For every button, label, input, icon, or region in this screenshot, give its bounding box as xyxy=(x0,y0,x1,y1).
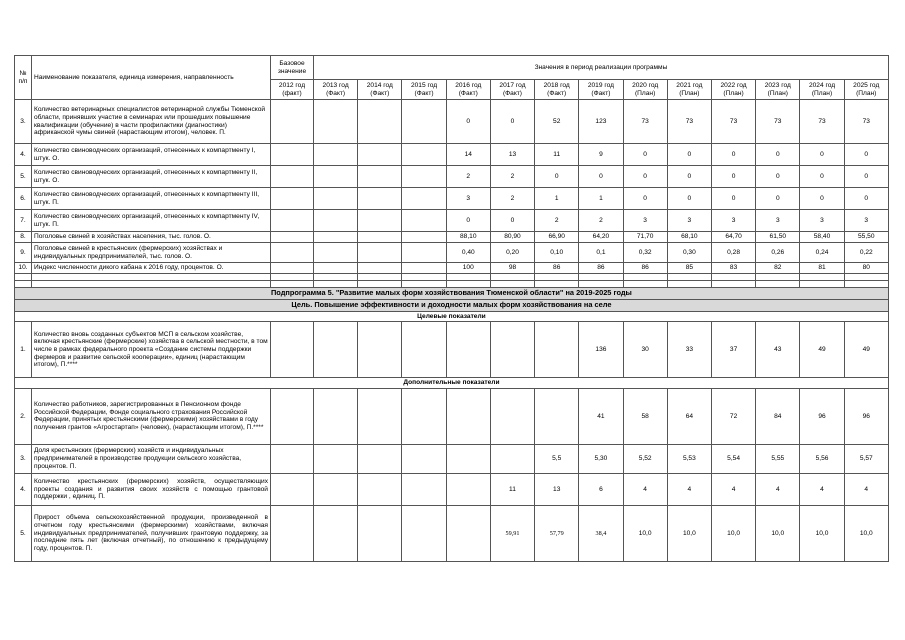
value-cell xyxy=(490,444,534,473)
value-cell xyxy=(271,100,314,144)
value-cell: 5,30 xyxy=(579,444,623,473)
value-cell: 64 xyxy=(667,388,711,444)
indicator-name: Количество крестьянских (фермерских) хозяйств, осуществляющих проекты создания и развития своих хозяйств с помощью грантовой поддержки , единиц. П. xyxy=(32,473,271,505)
subprogram-title-row xyxy=(15,288,905,300)
value-cell xyxy=(271,166,314,188)
value-cell xyxy=(314,210,358,232)
value-cell xyxy=(358,444,402,473)
goal-title: Цель. Повышение эффективности и доходности малых форм хозяйствования на селе xyxy=(15,299,889,311)
empty-cell xyxy=(15,281,32,288)
value-cell: 1 xyxy=(579,188,623,210)
header-year: 2024 год (План) xyxy=(800,80,844,100)
value-cell: 37 xyxy=(711,322,755,378)
empty-cell xyxy=(800,274,844,281)
value-cell xyxy=(402,166,446,188)
value-cell xyxy=(314,388,358,444)
value-cell: 10,0 xyxy=(800,505,844,561)
table-row xyxy=(15,188,905,210)
header-year: 2018 год (Факт) xyxy=(535,80,579,100)
value-cell xyxy=(358,473,402,505)
value-cell: 10,0 xyxy=(756,505,800,561)
value-cell xyxy=(402,210,446,232)
header-year: 2014 год (Факт) xyxy=(358,80,402,100)
value-cell xyxy=(490,388,534,444)
value-cell: 0 xyxy=(844,188,888,210)
empty-cell xyxy=(32,274,271,281)
value-cell xyxy=(490,322,534,378)
value-cell: 0 xyxy=(800,188,844,210)
empty-cell xyxy=(490,274,534,281)
indicator-name: Индекс численности дикого кабана к 2016 году, процентов. О. xyxy=(32,263,271,274)
value-cell xyxy=(402,100,446,144)
value-cell xyxy=(271,243,314,263)
value-cell xyxy=(271,232,314,243)
header-year: 2022 год (План) xyxy=(711,80,755,100)
value-cell: 88,10 xyxy=(446,232,490,243)
empty-cell xyxy=(579,274,623,281)
value-cell: 10,0 xyxy=(623,505,667,561)
value-cell: 86 xyxy=(535,263,579,274)
value-cell: 5,5 xyxy=(535,444,579,473)
value-cell xyxy=(402,263,446,274)
value-cell: 38,4 xyxy=(579,505,623,561)
header-year: 2019 год (Факт) xyxy=(579,80,623,100)
value-cell: 0 xyxy=(535,166,579,188)
value-cell: 73 xyxy=(711,100,755,144)
value-cell: 0,40 xyxy=(446,243,490,263)
value-cell: 0,28 xyxy=(711,243,755,263)
value-cell xyxy=(402,232,446,243)
value-cell: 9 xyxy=(579,144,623,166)
empty-cell xyxy=(358,281,402,288)
empty-cell xyxy=(711,281,755,288)
value-cell: 64,70 xyxy=(711,232,755,243)
goal-title-row xyxy=(15,299,905,311)
value-cell xyxy=(446,473,490,505)
value-cell xyxy=(271,144,314,166)
value-cell: 0,30 xyxy=(667,243,711,263)
value-cell: 2 xyxy=(535,210,579,232)
value-cell: 0 xyxy=(800,144,844,166)
empty-cell xyxy=(446,274,490,281)
value-cell: 3 xyxy=(667,210,711,232)
value-cell xyxy=(314,444,358,473)
value-cell xyxy=(271,210,314,232)
value-cell: 0 xyxy=(446,210,490,232)
value-cell xyxy=(358,100,402,144)
value-cell: 61,50 xyxy=(756,232,800,243)
empty-cell xyxy=(667,274,711,281)
value-cell: 4 xyxy=(800,473,844,505)
value-cell: 80 xyxy=(844,263,888,274)
indicator-name: Количество свиноводческих организаций, отнесенных к компартменту III, штук. П. xyxy=(32,188,271,210)
value-cell: 5,56 xyxy=(800,444,844,473)
value-cell xyxy=(402,444,446,473)
value-cell: 59,91 xyxy=(490,505,534,561)
value-cell xyxy=(358,210,402,232)
indicator-name: Количество свиноводческих организаций, отнесенных к компартменту II, штук. О. xyxy=(32,166,271,188)
value-cell: 0,32 xyxy=(623,243,667,263)
value-cell xyxy=(271,188,314,210)
value-cell: 0 xyxy=(490,100,534,144)
empty-cell xyxy=(623,274,667,281)
value-cell: 3 xyxy=(623,210,667,232)
value-cell: 86 xyxy=(579,263,623,274)
value-cell xyxy=(271,473,314,505)
value-cell: 0 xyxy=(711,166,755,188)
value-cell: 68,10 xyxy=(667,232,711,243)
empty-cell xyxy=(800,281,844,288)
value-cell: 0,20 xyxy=(490,243,534,263)
extra-section-title-row xyxy=(15,378,905,389)
table-row xyxy=(15,166,905,188)
table-row xyxy=(15,144,905,166)
value-cell xyxy=(446,444,490,473)
header-year: 2020 год (План) xyxy=(623,80,667,100)
value-cell: 1 xyxy=(535,188,579,210)
value-cell xyxy=(358,188,402,210)
row-number: 6. xyxy=(15,188,32,210)
empty-cell xyxy=(711,274,755,281)
value-cell: 2 xyxy=(446,166,490,188)
empty-cell xyxy=(446,281,490,288)
value-cell xyxy=(535,322,579,378)
empty-cell xyxy=(844,281,888,288)
value-cell: 72 xyxy=(711,388,755,444)
indicator-name: Количество свиноводческих организаций, отнесенных к компартменту I, штук. О. xyxy=(32,144,271,166)
value-cell: 55,50 xyxy=(844,232,888,243)
value-cell: 136 xyxy=(579,322,623,378)
value-cell: 57,79 xyxy=(535,505,579,561)
indicators-table xyxy=(14,55,905,562)
value-cell: 0 xyxy=(446,100,490,144)
table-row xyxy=(15,505,905,561)
indicator-name: Количество ветеринарных специалистов ветеринарной службы Тюменской области, принявших участие в семинарах или прошедших повышение квалификации (обучение) в части профилактики (диагностики) африканской чумы свиней (нарастающим итогом), человек. П. xyxy=(32,100,271,144)
indicator-name: Количество вновь созданных субъектов МСП в сельском хозяйстве, включая крестьянские (фермерские) хозяйства в сельской местности, в том числе в рамках федерального проекта «Создание системы поддержки фермеров и развитие сельской кооперации», единиц (нарастающим итогом), П.**** xyxy=(32,322,271,378)
value-cell: 0 xyxy=(667,144,711,166)
empty-cell xyxy=(32,281,271,288)
value-cell xyxy=(358,232,402,243)
indicator-name: Доля крестьянских (фермерских) хозяйств и индивидуальных предпринимателей в производстве продукции сельского хозяйства, процентов. П. xyxy=(32,444,271,473)
value-cell xyxy=(314,232,358,243)
target-section-title: Целевые показатели xyxy=(15,311,889,322)
table-row xyxy=(15,100,905,144)
row-number: 3. xyxy=(15,444,32,473)
empty-cell xyxy=(756,274,800,281)
value-cell: 0 xyxy=(711,144,755,166)
value-cell: 0,10 xyxy=(535,243,579,263)
subprogram-title: Подпрограмма 5. "Развитие малых форм хозяйствования Тюменской области" на 2019-2025 годы xyxy=(15,288,889,300)
empty-cell xyxy=(15,274,32,281)
table-row xyxy=(15,243,905,263)
value-cell: 100 xyxy=(446,263,490,274)
value-cell: 3 xyxy=(446,188,490,210)
empty-cell xyxy=(314,281,358,288)
empty-cell xyxy=(535,274,579,281)
empty-cell xyxy=(314,274,358,281)
value-cell: 64,20 xyxy=(579,232,623,243)
header-year: 2023 год (План) xyxy=(756,80,800,100)
value-cell: 3 xyxy=(844,210,888,232)
value-cell: 3 xyxy=(711,210,755,232)
value-cell xyxy=(314,243,358,263)
value-cell: 5,54 xyxy=(711,444,755,473)
row-number: 5. xyxy=(15,505,32,561)
extra-section-title: Дополнительные показатели xyxy=(15,378,889,389)
value-cell xyxy=(358,322,402,378)
table-row xyxy=(15,263,905,274)
empty-cell xyxy=(667,281,711,288)
empty-cell xyxy=(844,274,888,281)
value-cell xyxy=(271,388,314,444)
value-cell xyxy=(535,388,579,444)
value-cell: 6 xyxy=(579,473,623,505)
header-year: 2025 год (План) xyxy=(844,80,888,100)
value-cell: 4 xyxy=(844,473,888,505)
value-cell: 10,0 xyxy=(667,505,711,561)
value-cell: 11 xyxy=(535,144,579,166)
empty-cell xyxy=(402,281,446,288)
value-cell xyxy=(358,505,402,561)
value-cell xyxy=(358,243,402,263)
table-row xyxy=(15,232,905,243)
value-cell: 0 xyxy=(800,166,844,188)
value-cell: 49 xyxy=(844,322,888,378)
value-cell: 0 xyxy=(844,144,888,166)
value-cell: 0 xyxy=(667,188,711,210)
value-cell: 84 xyxy=(756,388,800,444)
value-cell xyxy=(358,144,402,166)
table-row xyxy=(15,473,905,505)
value-cell xyxy=(446,388,490,444)
value-cell: 5,52 xyxy=(623,444,667,473)
value-cell: 96 xyxy=(800,388,844,444)
header-year: 2021 год (План) xyxy=(667,80,711,100)
value-cell: 0 xyxy=(623,166,667,188)
indicator-name: Поголовье свиней в хозяйствах населения, тыс. голов. О. xyxy=(32,232,271,243)
header-year: 2016 год (Факт) xyxy=(446,80,490,100)
empty-cell xyxy=(579,281,623,288)
value-cell: 0 xyxy=(667,166,711,188)
row-number: 5. xyxy=(15,166,32,188)
value-cell: 82 xyxy=(756,263,800,274)
indicator-name: Количество работников, зарегистрированных в Пенсионном фонде Российской Федерации, Фонде социального страхования Российской Федерации, принятых крестьянскими (фермерскими) хозяйствами в году получения грантов «Агростартап» (человек), (нарастающим итогом), П.**** xyxy=(32,388,271,444)
value-cell xyxy=(402,322,446,378)
empty-cell xyxy=(358,274,402,281)
value-cell xyxy=(446,505,490,561)
value-cell: 0,26 xyxy=(756,243,800,263)
empty-cell xyxy=(402,274,446,281)
header-name: Наименование показателя, единица измерения, направленность xyxy=(32,56,271,100)
value-cell: 43 xyxy=(756,322,800,378)
value-cell xyxy=(314,263,358,274)
value-cell: 30 xyxy=(623,322,667,378)
value-cell: 96 xyxy=(844,388,888,444)
empty-cell xyxy=(271,281,314,288)
value-cell xyxy=(271,263,314,274)
value-cell xyxy=(271,444,314,473)
value-cell xyxy=(314,100,358,144)
value-cell: 3 xyxy=(756,210,800,232)
header-no: № п/п xyxy=(15,56,32,100)
value-cell xyxy=(402,505,446,561)
value-cell xyxy=(314,473,358,505)
header-base: Базовое значение xyxy=(271,56,314,80)
value-cell: 66,90 xyxy=(535,232,579,243)
empty-cell xyxy=(490,281,534,288)
value-cell: 0,22 xyxy=(844,243,888,263)
header-year: 2015 год (Факт) xyxy=(402,80,446,100)
value-cell: 41 xyxy=(579,388,623,444)
value-cell xyxy=(402,144,446,166)
value-cell: 73 xyxy=(623,100,667,144)
value-cell: 71,70 xyxy=(623,232,667,243)
value-cell: 98 xyxy=(490,263,534,274)
value-cell: 73 xyxy=(756,100,800,144)
value-cell xyxy=(358,263,402,274)
value-cell xyxy=(446,322,490,378)
value-cell: 83 xyxy=(711,263,755,274)
empty-cell xyxy=(535,281,579,288)
row-number: 7. xyxy=(15,210,32,232)
value-cell xyxy=(314,144,358,166)
value-cell: 0 xyxy=(756,166,800,188)
value-cell: 0,1 xyxy=(579,243,623,263)
value-cell: 80,90 xyxy=(490,232,534,243)
indicator-name: Поголовье свиней в крестьянских (фермерских) хозяйствах и индивидуальных предпринимателей, тыс. голов. О. xyxy=(32,243,271,263)
value-cell xyxy=(314,188,358,210)
empty-cell xyxy=(271,274,314,281)
value-cell: 81 xyxy=(800,263,844,274)
value-cell: 4 xyxy=(623,473,667,505)
value-cell: 13 xyxy=(535,473,579,505)
row-number: 4. xyxy=(15,473,32,505)
value-cell: 52 xyxy=(535,100,579,144)
table-row xyxy=(15,388,905,444)
value-cell: 11 xyxy=(490,473,534,505)
empty-cell xyxy=(756,281,800,288)
value-cell: 5,57 xyxy=(844,444,888,473)
value-cell: 4 xyxy=(756,473,800,505)
table-row xyxy=(15,322,905,378)
value-cell: 2 xyxy=(579,210,623,232)
row-number: 2. xyxy=(15,388,32,444)
value-cell: 3 xyxy=(800,210,844,232)
value-cell: 58,40 xyxy=(800,232,844,243)
value-cell xyxy=(314,166,358,188)
empty-cell xyxy=(623,281,667,288)
value-cell: 14 xyxy=(446,144,490,166)
value-cell: 0 xyxy=(623,144,667,166)
row-number: 8. xyxy=(15,232,32,243)
value-cell: 10,0 xyxy=(844,505,888,561)
value-cell xyxy=(271,505,314,561)
row-number: 4. xyxy=(15,144,32,166)
value-cell: 0 xyxy=(756,144,800,166)
value-cell xyxy=(358,166,402,188)
row-number: 1. xyxy=(15,322,32,378)
row-number: 9. xyxy=(15,243,32,263)
value-cell: 33 xyxy=(667,322,711,378)
value-cell: 0 xyxy=(490,210,534,232)
indicator-name: Прирост объема сельскохозяйственной продукции, произведенной в отчетном году крестьянскими (фермерскими) хозяйствами, включая индивидуальных предпринимателей, получивших грантовую поддержку, за последние пять лет (включая отчетный), по отношению к предыдущему году, процентов. П. xyxy=(32,505,271,561)
value-cell: 0 xyxy=(711,188,755,210)
row-number: 10. xyxy=(15,263,32,274)
spacer-row xyxy=(15,274,905,281)
value-cell: 73 xyxy=(667,100,711,144)
table-row xyxy=(15,444,905,473)
value-cell: 4 xyxy=(667,473,711,505)
header-period: Значения в период реализации программы xyxy=(314,56,889,80)
value-cell: 10,0 xyxy=(711,505,755,561)
value-cell: 86 xyxy=(623,263,667,274)
header-year: 2013 год (Факт) xyxy=(314,80,358,100)
target-section-title-row xyxy=(15,311,905,322)
row-number: 3. xyxy=(15,100,32,144)
value-cell: 0 xyxy=(844,166,888,188)
value-cell: 5,53 xyxy=(667,444,711,473)
header-year: 2012 год (факт) xyxy=(271,80,314,100)
value-cell xyxy=(314,322,358,378)
value-cell: 5,55 xyxy=(756,444,800,473)
value-cell: 2 xyxy=(490,188,534,210)
table-row xyxy=(15,210,905,232)
value-cell: 0 xyxy=(623,188,667,210)
value-cell xyxy=(314,505,358,561)
spacer-row xyxy=(15,281,905,288)
value-cell: 58 xyxy=(623,388,667,444)
value-cell: 123 xyxy=(579,100,623,144)
indicator-name: Количество свиноводческих организаций, отнесенных к компартменту IV, штук. П. xyxy=(32,210,271,232)
value-cell: 0 xyxy=(579,166,623,188)
value-cell xyxy=(402,243,446,263)
header-year: 2017 год (Факт) xyxy=(490,80,534,100)
value-cell: 0,24 xyxy=(800,243,844,263)
value-cell: 0 xyxy=(756,188,800,210)
value-cell xyxy=(271,322,314,378)
value-cell: 13 xyxy=(490,144,534,166)
value-cell xyxy=(402,388,446,444)
value-cell: 49 xyxy=(800,322,844,378)
value-cell xyxy=(358,388,402,444)
value-cell xyxy=(402,188,446,210)
value-cell: 85 xyxy=(667,263,711,274)
value-cell: 73 xyxy=(800,100,844,144)
value-cell xyxy=(402,473,446,505)
value-cell: 73 xyxy=(844,100,888,144)
value-cell: 4 xyxy=(711,473,755,505)
value-cell: 2 xyxy=(490,166,534,188)
